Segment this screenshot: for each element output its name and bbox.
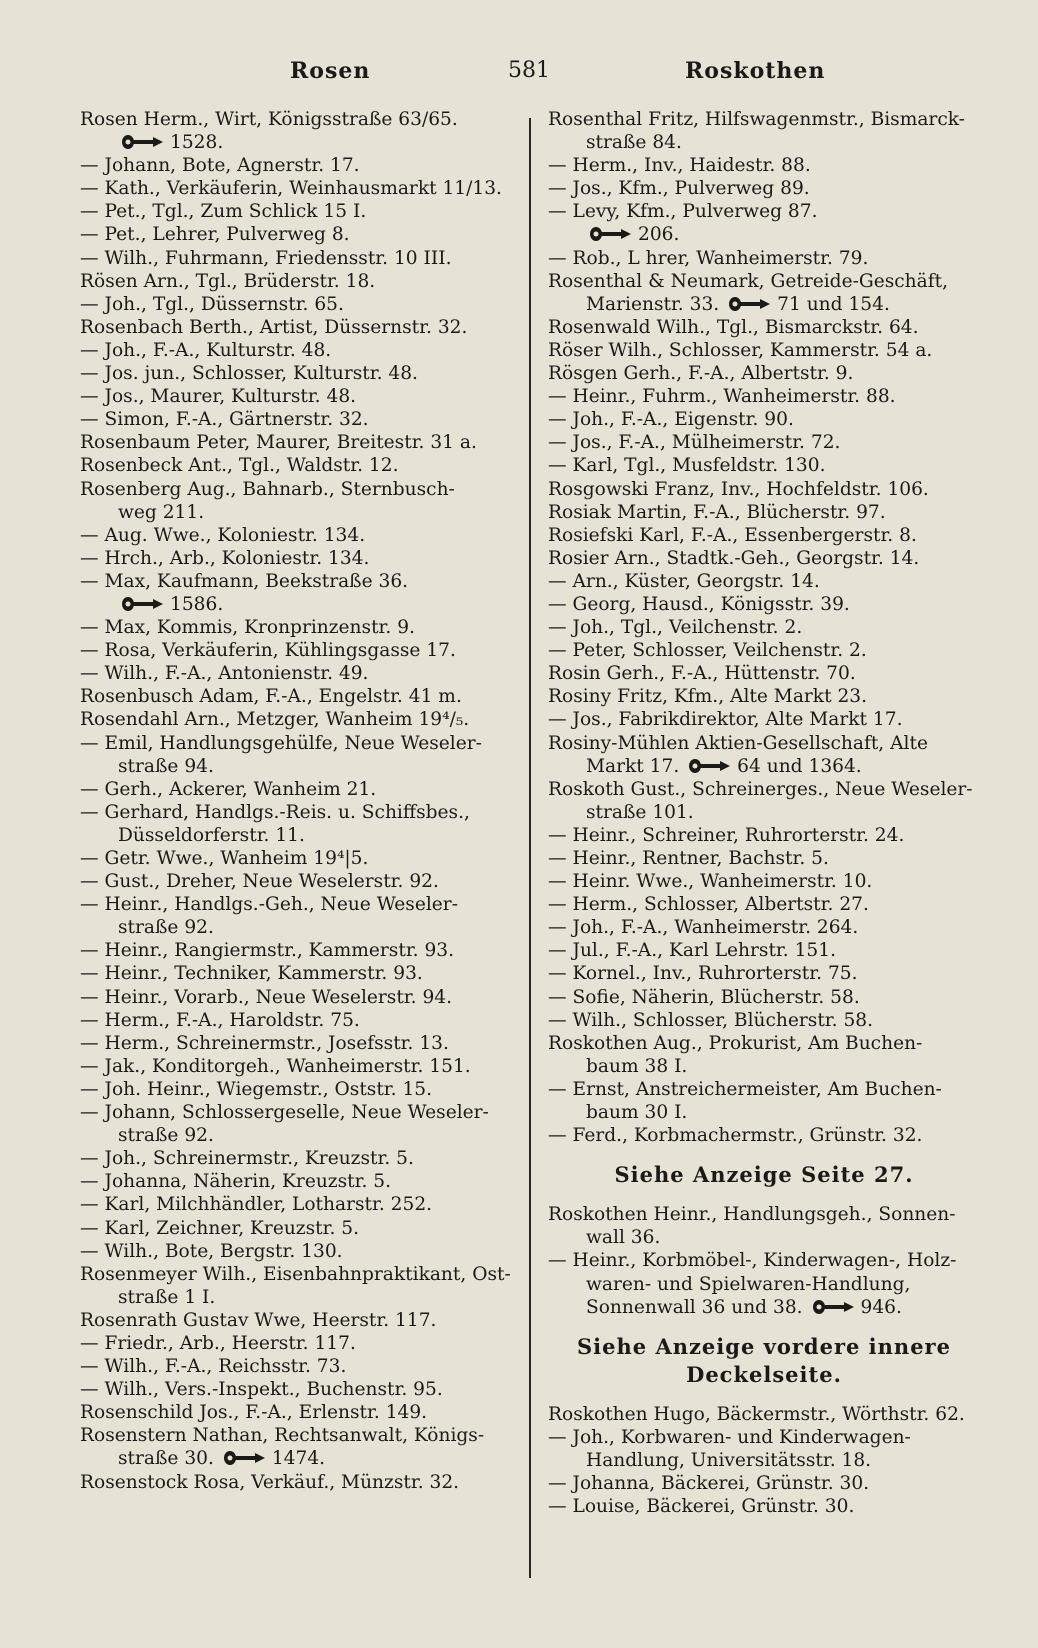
directory-entry: [548, 570, 980, 593]
phone-number: 1474.: [271, 1448, 326, 1470]
phone-number: 946.: [860, 1296, 902, 1318]
directory-entry: [80, 778, 512, 801]
entry-text: — Jos. jun., Schlosser, Kulturstr. 48.: [80, 363, 418, 385]
entry-text: — Wilh., Vers.-Inspekt., Buchenstr. 95.: [80, 1379, 443, 1401]
directory-entry: [80, 1193, 512, 1216]
entry-continuation: [548, 1101, 980, 1124]
directory-entry: [80, 986, 512, 1009]
directory-entry: [548, 870, 980, 893]
entry-text: — Pet., Lehrer, Pulverweg 8.: [80, 224, 350, 246]
directory-entry: [548, 939, 980, 962]
entry-text: — Heinr., Techniker, Kammerstr. 93.: [80, 963, 423, 985]
entry-text: Rosier Arn., Stadtk.-Geh., Georgstr. 14.: [548, 547, 920, 569]
directory-entry: [548, 1495, 980, 1518]
directory-entry: [80, 454, 512, 477]
entry-text: — Kath., Verkäuferin, Weinhausmarkt 11/13.: [80, 178, 502, 200]
entry-continuation: [80, 824, 512, 847]
entry-text: — Heinr., Vorarb., Neue Weselerstr. 94.: [80, 986, 453, 1008]
entry-text: — Levy, Kfm., Pulverweg 87.: [548, 201, 818, 223]
telephone-icon: [120, 134, 164, 150]
entry-text: — Max, Kommis, Kronprinzenstr. 9.: [80, 617, 415, 639]
entry-text: — Getr. Wwe., Wanheim 19⁴|5.: [80, 848, 369, 869]
entry-text: — Ernst, Anstreichermeister, Am Buchen-: [548, 1078, 942, 1100]
entry-continuation-text: straße 92.: [118, 1125, 214, 1147]
entry-text: — Rosa, Verkäuferin, Kühlingsgasse 17.: [80, 640, 456, 662]
entry-continuation-text: weg 211.: [118, 501, 205, 523]
entry-text: — Georg, Hausd., Königsstr. 39.: [548, 593, 850, 615]
entry-text: — Heinr. Wwe., Wanheimerstr. 10.: [548, 871, 873, 893]
entry-text: Röser Wilh., Schlosser, Kammerstr. 54 a.: [548, 339, 933, 361]
directory-entry: [548, 916, 980, 939]
directory-entry: [548, 108, 980, 154]
directory-entry: [80, 385, 512, 408]
directory-entry: [548, 593, 980, 616]
entry-text: — Johanna, Bäckerei, Grünstr. 30.: [548, 1472, 870, 1494]
entry-text: — Wilh., Bote, Bergstr. 130.: [80, 1240, 343, 1262]
entry-text: Rosgowski Franz, Inv., Hochfeldstr. 106.: [548, 478, 929, 500]
entry-text: — Joh., Tgl., Düssernstr. 65.: [80, 293, 344, 315]
entry-text: Roskothen Hugo, Bäckermstr., Wörthstr. 62.: [548, 1403, 965, 1425]
entry-continuation-text: Marienstr. 33.: [586, 293, 720, 315]
directory-entry: [80, 962, 512, 985]
directory-entry: [80, 1263, 512, 1309]
directory-entry: [80, 708, 512, 731]
entry-text: — Gerhard, Handlgs.-Reis. u. Schiffsbes.,: [80, 801, 470, 823]
entry-text: — Joh., Tgl., Veilchenstr. 2.: [548, 617, 803, 639]
entry-text: — Wilh., F.-A., Reichsstr. 73.: [80, 1356, 347, 1378]
entry-text: Rosenwald Wilh., Tgl., Bismarckstr. 64.: [548, 316, 919, 338]
directory-entry: [548, 732, 980, 778]
entry-text: — Rob., L hrer, Wanheimerstr. 79.: [548, 247, 869, 269]
directory-entry: [548, 247, 980, 270]
directory-entry: [80, 154, 512, 177]
entry-text: — Joh., Schreinermstr., Kreuzstr. 5.: [80, 1148, 414, 1170]
directory-entry: [548, 408, 980, 431]
entry-text: Rosenbeck Ant., Tgl., Waldstr. 12.: [80, 455, 399, 477]
directory-entry: [80, 847, 512, 870]
entry-text: — Karl, Tgl., Musfeldstr. 130.: [548, 455, 826, 477]
directory-entry: [548, 454, 980, 477]
advertisement-notice: Siehe Anzeige Seite 27.: [614, 1162, 914, 1188]
directory-entry: [80, 1401, 512, 1424]
phone-number: 1586.: [170, 593, 224, 615]
directory-entry: [80, 339, 512, 362]
left-column: [80, 108, 512, 1494]
directory-entry: [548, 616, 980, 639]
directory-entry: [80, 893, 512, 939]
entry-text: — Wilh., F.-A., Antonienstr. 49.: [80, 663, 369, 685]
entry-continuation: [548, 1296, 980, 1319]
directory-entry: [548, 1296, 980, 1319]
entry-text: Rosendahl Arn., Metzger, Wanheim 19⁴/₅.: [80, 709, 470, 731]
directory-entry: [80, 316, 512, 339]
entry-text: Rosenbusch Adam, F.-A., Engelstr. 41 m.: [80, 686, 462, 708]
entry-text: — Johann, Schlossergeselle, Neue Weseler-: [80, 1102, 489, 1124]
entry-continuation: [548, 801, 980, 824]
entry-text: — Herm., F.-A., Haroldstr. 75.: [80, 1009, 360, 1031]
entry-text: — Heinr., Fuhrm., Wanheimerstr. 88.: [548, 386, 896, 408]
directory-entry: [80, 939, 512, 962]
entry-continuation: [548, 1273, 980, 1296]
entry-text: Rosin Gerh., F.-A., Hüttenstr. 70.: [548, 663, 856, 685]
directory-entry: [548, 708, 980, 731]
directory-entry: [548, 893, 980, 916]
entry-continuation: [548, 1226, 980, 1249]
entry-text: — Jos., Maurer, Kulturstr. 48.: [80, 386, 357, 408]
page-number: 581: [508, 58, 550, 83]
entry-text: — Wilh., Schlosser, Blücherstr. 58.: [548, 1009, 874, 1031]
phone-number: 1528.: [170, 132, 224, 154]
entry-phone-line: [548, 223, 980, 246]
entry-continuation-text: straße 101.: [586, 801, 694, 823]
entry-text: — Jos., F.-A., Mülheimerstr. 72.: [548, 432, 841, 454]
telephone-icon: [222, 1450, 266, 1466]
entry-continuation-text: straße 94.: [118, 755, 214, 777]
entry-text: Rosiny-Mühlen Aktien-Gesellschaft, Alte: [548, 732, 928, 754]
directory-entry: [548, 1124, 980, 1147]
entry-text: — Joh. Heinr., Wiegemstr., Oststr. 15.: [80, 1078, 433, 1100]
directory-entry: [80, 1378, 512, 1401]
entry-text: — Joh., Korbwaren- und Kinderwagen-: [548, 1426, 911, 1448]
entry-text: Rosenstock Rosa, Verkäuf., Münzstr. 32.: [80, 1471, 460, 1493]
entry-text: — Jul., F.-A., Karl Lehrstr. 151.: [548, 940, 836, 962]
directory-entry: [548, 824, 980, 847]
entry-text: — Wilh., Fuhrmann, Friedensstr. 10 III.: [80, 247, 452, 269]
directory-entry: [548, 501, 980, 524]
entry-text: Roskoth Gust., Schreinerges., Neue Weseler-: [548, 778, 973, 800]
entry-text: — Johann, Bote, Agnerstr. 17.: [80, 155, 360, 177]
entry-continuation-text: straße 84.: [586, 132, 682, 154]
directory-entry: [548, 1078, 980, 1124]
directory-entry: [80, 1032, 512, 1055]
entry-text: — Herm., Inv., Haidestr. 88.: [548, 155, 811, 177]
entry-text: — Heinr., Korbmöbel-, Kinderwagen-, Holz-: [548, 1250, 957, 1272]
advertisement-notice: Siehe Anzeige vordere innere Deckelseite.: [577, 1333, 951, 1387]
entry-text: — Arn., Küster, Georgstr. 14.: [548, 570, 820, 592]
entry-text: — Heinr., Rangiermstr., Kammerstr. 93.: [80, 940, 455, 962]
entry-continuation: [80, 1286, 512, 1309]
entry-text: — Joh., F.-A., Eigenstr. 90.: [548, 409, 794, 431]
directory-entry: [80, 1240, 512, 1263]
directory-entry: [80, 1471, 512, 1494]
directory-entry: [80, 870, 512, 893]
header-right-keyword: Roskothen: [685, 58, 826, 84]
entry-continuation: [548, 1055, 980, 1078]
entry-text: — Gust., Dreher, Neue Weselerstr. 92.: [80, 871, 439, 893]
entry-text: — Heinr., Handlgs.-Geh., Neue Weseler-: [80, 894, 458, 916]
entry-continuation: [548, 131, 980, 154]
directory-entry: [80, 1170, 512, 1193]
directory-entry: [548, 270, 980, 316]
directory-entry: [548, 1249, 980, 1295]
directory-entry: [548, 1403, 980, 1426]
entry-text: — Max, Kaufmann, Beekstraße 36.: [80, 570, 409, 592]
right-column: [548, 108, 980, 1518]
directory-entry: [80, 247, 512, 270]
entry-text: — Herm., Schlosser, Albertstr. 27.: [548, 894, 869, 916]
directory-entry: [548, 639, 980, 662]
directory-entry: [548, 431, 980, 454]
phone-number: 64 und 1364.: [737, 755, 862, 777]
entry-text: Rösen Arn., Tgl., Brüderstr. 18.: [80, 270, 376, 292]
directory-entry: [548, 547, 980, 570]
entry-text: — Joh., F.-A., Wanheimerstr. 264.: [548, 917, 859, 939]
directory-entry: [80, 1355, 512, 1378]
directory-entry: [80, 732, 512, 778]
entry-text: — Karl, Zeichner, Kreuzstr. 5.: [80, 1217, 360, 1239]
entry-text: — Gerh., Ackerer, Wanheim 21.: [80, 778, 377, 800]
directory-entry: [80, 662, 512, 685]
entry-continuation: [80, 755, 512, 778]
directory-entry: [548, 1203, 980, 1249]
entry-text: — Louise, Bäckerei, Grünstr. 30.: [548, 1496, 855, 1518]
directory-entry: [80, 177, 512, 200]
entry-text: — Peter, Schlosser, Veilchenstr. 2.: [548, 640, 867, 662]
entry-continuation: [548, 755, 980, 778]
entry-text: — Aug. Wwe., Koloniestr. 134.: [80, 524, 366, 546]
directory-entry: [548, 986, 980, 1009]
directory-entry: [80, 270, 512, 293]
directory-entry: [80, 639, 512, 662]
entry-text: Rosenbach Berth., Artist, Düssernstr. 32.: [80, 316, 468, 338]
entry-continuation: [80, 501, 512, 524]
entry-text: Rosenberg Aug., Bahnarb., Sternbusch-: [80, 478, 455, 500]
entry-text: — Pet., Tgl., Zum Schlick 15 I.: [80, 201, 367, 223]
phone-number: 71 und 154.: [777, 293, 890, 315]
entry-text: — Hrch., Arb., Koloniestr. 134.: [80, 547, 370, 569]
entry-text: Roskothen Aug., Prokurist, Am Buchen-: [548, 1032, 923, 1054]
directory-entry: [80, 1101, 512, 1147]
directory-entry: [80, 616, 512, 639]
entry-continuation-text: baum 30 I.: [586, 1102, 688, 1124]
directory-entry: [80, 108, 512, 154]
directory-entry: [80, 524, 512, 547]
entry-text: — Johanna, Näherin, Kreuzstr. 5.: [80, 1171, 392, 1193]
telephone-icon: [811, 1299, 855, 1315]
entry-text: — Friedr., Arb., Heerstr. 117.: [80, 1332, 356, 1354]
entry-continuation: [548, 293, 980, 316]
entry-text: Rosenschild Jos., F.-A., Erlenstr. 149.: [80, 1402, 428, 1424]
entry-text: — Heinr., Schreiner, Ruhrorterstr. 24.: [548, 824, 905, 846]
entry-text: Rosenthal Fritz, Hilfswagenmstr., Bismarck-: [548, 109, 965, 130]
column-divider: [529, 118, 531, 1578]
entry-text: — Ferd., Korbmachermstr., Grünstr. 32.: [548, 1125, 923, 1147]
directory-entry: [548, 478, 980, 501]
directory-entry: [548, 1032, 980, 1078]
entry-text: — Simon, F.-A., Gärtnerstr. 32.: [80, 409, 369, 431]
directory-entry: [80, 478, 512, 524]
entry-text: — Heinr., Rentner, Bachstr. 5.: [548, 848, 829, 869]
entry-phone-line: [80, 593, 512, 616]
entry-text: Rösgen Gerh., F.-A., Albertstr. 9.: [548, 363, 854, 385]
telephone-icon: [687, 758, 731, 774]
entry-continuation-text: Düsseldorferstr. 11.: [118, 824, 305, 846]
phone-number: 206.: [638, 224, 680, 246]
directory-entry: [80, 293, 512, 316]
directory-entry: [548, 1009, 980, 1032]
page-header: [80, 58, 978, 92]
directory-entry: [80, 431, 512, 454]
entry-text: Rosiak Martin, F.-A., Blücherstr. 97.: [548, 501, 886, 523]
directory-entry: [548, 316, 980, 339]
directory-entry: [80, 1055, 512, 1078]
directory-entry: [548, 154, 980, 177]
header-left-keyword: Rosen: [290, 58, 371, 84]
directory-entry: [548, 1472, 980, 1495]
directory-entry: [80, 1009, 512, 1032]
entry-continuation: [80, 1124, 512, 1147]
directory-entry: [80, 200, 512, 223]
entry-text: Rosenstern Nathan, Rechtsanwalt, Königs-: [80, 1425, 485, 1447]
entry-text: Rosen Herm., Wirt, Königsstraße 63/65.: [80, 109, 458, 130]
telephone-icon: [588, 226, 632, 242]
entry-text: Rosiny Fritz, Kfm., Alte Markt 23.: [548, 686, 868, 708]
directory-entry: [80, 1332, 512, 1355]
entry-text: — Kornel., Inv., Ruhrorterstr. 75.: [548, 963, 858, 985]
entry-continuation-text: wall 36.: [586, 1227, 661, 1249]
directory-entry: [548, 200, 980, 246]
entry-text: — Karl, Milchhändler, Lotharstr. 252.: [80, 1194, 433, 1216]
entry-continuation: [548, 1449, 980, 1472]
entry-text: Rosiefski Karl, F.-A., Essenbergerstr. 8.: [548, 524, 917, 546]
entry-text: — Sofie, Näherin, Blücherstr. 58.: [548, 986, 860, 1008]
telephone-icon: [120, 596, 164, 612]
directory-entry: [80, 1309, 512, 1332]
entry-continuation-text: straße 92.: [118, 917, 214, 939]
directory-entry: [80, 223, 512, 246]
directory-entry: [80, 570, 512, 616]
directory-entry: [548, 685, 980, 708]
directory-entry: [80, 685, 512, 708]
directory-entry: [548, 339, 980, 362]
entry-text: — Jos., Kfm., Pulverweg 89.: [548, 178, 810, 200]
directory-entry: [548, 1426, 980, 1472]
directory-entry: [548, 847, 980, 870]
entry-text: Rosenthal & Neumark, Getreide-Geschäft,: [548, 270, 949, 292]
directory-entry: [548, 662, 980, 685]
entry-continuation-text: baum 38 I.: [586, 1055, 688, 1077]
entry-text: — Herm., Schreinermstr., Josefsstr. 13.: [80, 1032, 449, 1054]
directory-entry: [548, 362, 980, 385]
directory-entry: [80, 1424, 512, 1470]
entry-text: — Jak., Konditorgeh., Wanheimerstr. 151.: [80, 1055, 471, 1077]
entry-text: — Joh., F.-A., Kulturstr. 48.: [80, 339, 332, 361]
directory-entry: [80, 408, 512, 431]
directory-entry: [548, 962, 980, 985]
entry-phone-line: [80, 131, 512, 154]
directory-entry: [80, 1217, 512, 1240]
entry-text: — Emil, Handlungsgehülfe, Neue Weseler-: [80, 732, 482, 754]
entry-text: — Jos., Fabrikdirektor, Alte Markt 17.: [548, 709, 903, 731]
directory-entry: [548, 778, 980, 824]
directory-entry: [80, 362, 512, 385]
directory-entry: [548, 524, 980, 547]
entry-continuation-text: Markt 17.: [586, 755, 680, 777]
entry-text: Rosenrath Gustav Wwe, Heerstr. 117.: [80, 1309, 437, 1331]
entry-continuation-text: straße 30.: [118, 1448, 214, 1470]
directory-entry: [80, 1147, 512, 1170]
entry-continuation-text: Sonnenwall 36 und 38.: [586, 1296, 803, 1318]
directory-entry: [80, 547, 512, 570]
directory-entry: [80, 1078, 512, 1101]
entry-continuation-text: Handlung, Universitätsstr. 18.: [586, 1449, 872, 1471]
entry-continuation: [80, 1447, 512, 1470]
entry-text: Roskothen Heinr., Handlungsgeh., Sonnen-: [548, 1204, 956, 1226]
entry-continuation-text: straße 1 I.: [118, 1286, 216, 1308]
entry-text: Rosenbaum Peter, Maurer, Breitestr. 31 a.: [80, 432, 477, 454]
entry-continuation: [80, 916, 512, 939]
entry-continuation-text: waren- und Spielwaren-Handlung,: [586, 1273, 911, 1295]
telephone-icon: [727, 296, 771, 312]
directory-entry: [548, 385, 980, 408]
directory-entry: [80, 801, 512, 847]
directory-entry: [548, 177, 980, 200]
entry-text: Rosenmeyer Wilh., Eisenbahnpraktikant, Ost-: [80, 1263, 511, 1285]
